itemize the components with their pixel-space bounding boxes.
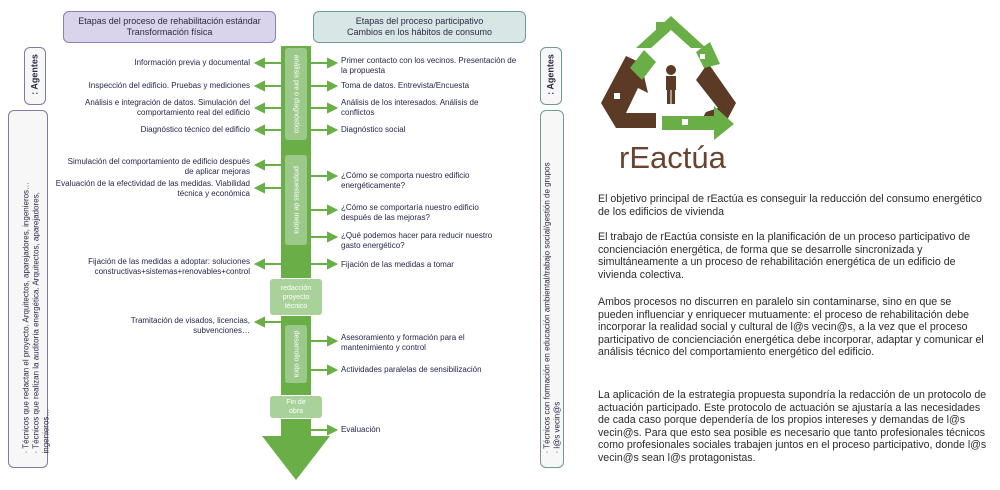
left-step-6: Evaluación de la efectividad de las medidas. Viabilidad técnica y económica bbox=[55, 179, 250, 198]
left-step-2: Inspección del edificio. Pruebas y mediciones bbox=[88, 81, 250, 90]
left-step-5: Simulación del comportamiento de edificio después de aplicar mejoras bbox=[67, 157, 250, 176]
left-agents-title: : Agentes bbox=[29, 54, 40, 95]
paragraph-work: El trabajo de rEactúa consiste en la planificación de un proceso participativo de concienciación energética, de forma que se desarrolle sincronizada y simultáneamente a un proceso de rehabilitación energética de un edificio de vivienda colectiva. bbox=[598, 231, 971, 281]
right-step-10: Actividades paralelas de sensibilización bbox=[341, 365, 482, 374]
right-agents-text-2: · l@s vecin@s bbox=[552, 401, 562, 454]
right-step-3: Análisis de los interesados. Análisis de conflictos bbox=[341, 98, 479, 117]
main-arrow-head bbox=[262, 436, 330, 480]
phase-proposals-label: propuestas de mejora bbox=[292, 166, 300, 234]
phase-diagnosis bbox=[285, 48, 307, 140]
paragraph-processes: Ambos procesos no discurren en paralelo sin contaminarse, sino en que se pueden influenciar y enriquecer mutuamente: el proceso de rehabilitación debe incorporar la realidad social y cultural de l@s vecin@s, a la vez que el proceso participativo de concienciación energética debe incorporar, adaptar y comunicar el análisis técnico del comportamiento energético del edificio. bbox=[598, 296, 984, 358]
right-step-11: Evaluación bbox=[341, 425, 381, 434]
header-right-line1: Etapas del proceso participativo bbox=[355, 16, 484, 26]
right-step-5: ¿Cómo se comporta nuestro edificio energéticamente? bbox=[341, 171, 470, 190]
right-step-7: ¿Qué podemos hacer para reducir nuestro gasto energético? bbox=[341, 231, 493, 250]
left-agents-text-3: ingenieros… bbox=[41, 408, 51, 454]
header-left-line2: Transformación física bbox=[126, 27, 213, 37]
right-agents-text-1: · Técnicos con formación en educación ambiental/trabajo social/gestión de grupos bbox=[542, 162, 552, 454]
right-step-6: ¿Cómo se comportaría nuestro edificio después de las mejoras? bbox=[341, 203, 479, 222]
left-step-8: Tramitación de visados, licencias, subvenciones… bbox=[130, 316, 250, 335]
logo-name: rEactúa bbox=[619, 140, 726, 175]
phase-diagnosis-label: análisis pre o diagnóstico bbox=[292, 54, 300, 134]
phase-proposals bbox=[285, 155, 307, 245]
paragraph-application: La aplicación de la estrategia propuesta supondría la redacción de un protocolo de actuación participado. Este protocolo de actuación se ajustaría a las necesidades de cada caso porque dependería de los propios intereses y demandas de l@s vecin@s. Para que esto sea posible es necesario que tanto profesionales técnicos como profesionales sociales trabajen juntos en el proceso participativo, donde l@s vecin@s sean l@s protagonistas. bbox=[598, 389, 987, 464]
left-step-3: Análisis e integración de datos. Simulación del comportamiento real del edificio bbox=[85, 98, 250, 117]
right-step-2: Toma de datos. Entrevista/Encuesta bbox=[341, 81, 470, 90]
phase-works bbox=[285, 325, 307, 383]
stage-end-works bbox=[269, 395, 323, 419]
person-icon bbox=[666, 65, 676, 104]
stage-project bbox=[269, 278, 323, 316]
left-agents-text-2: · Técnicos que realizan la auditoría energética. Arquitectos, aparejadores, bbox=[31, 192, 41, 454]
left-step-4: Diagnóstico técnico del edificio bbox=[140, 125, 250, 134]
right-branch-arrows bbox=[311, 59, 336, 434]
right-step-8: Fijación de las medidas a tomar bbox=[341, 260, 454, 269]
right-step-4: Diagnóstico social bbox=[341, 125, 406, 134]
paragraph-objective: El objetivo principal de rEactúa es conseguir la reducción del consumo energético de los edificios de vivienda bbox=[598, 193, 982, 218]
left-step-1: Información previa y documental bbox=[134, 58, 250, 67]
stage-end-works-label: Fin de obra bbox=[286, 399, 306, 415]
left-agents-text-1: · Técnicos que redactan el proyecto. Arquitectos, aparejadores, ingenieros… bbox=[21, 181, 31, 454]
header-right-line2: Cambios en los hábitos de consumo bbox=[346, 27, 493, 37]
phase-works-label: desarrollo obra bbox=[292, 330, 300, 378]
stage-project-label: redacción proyecto técnico bbox=[280, 284, 312, 310]
right-step-9: Asesoramiento y formación para el mantenimiento y control bbox=[341, 333, 465, 352]
right-step-1: Primer contacto con los vecinos. Presentación de la propuesta bbox=[341, 56, 517, 75]
header-left-line1: Etapas del proceso de rehabilitación estándar bbox=[78, 16, 261, 26]
right-agents-title: : Agentes bbox=[545, 54, 556, 95]
left-step-7: Fijación de las medidas a adoptar: soluciones constructivas+sistemas+renovables+control bbox=[88, 257, 250, 276]
recycle-houses-logo bbox=[596, 8, 746, 143]
